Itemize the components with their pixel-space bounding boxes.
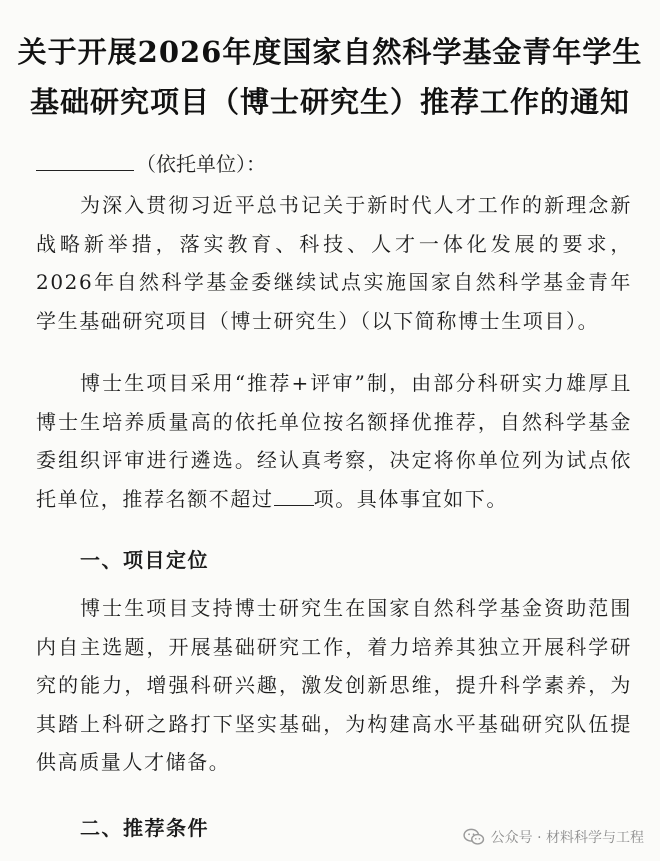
document-title-line-1: 关于开展2026年度国家自然科学基金青年学生 bbox=[17, 35, 643, 69]
paragraph-recommendation bbox=[36, 364, 632, 518]
addressee-text: （依托单位）： bbox=[136, 152, 266, 176]
addressee-blank bbox=[36, 150, 134, 171]
section-heading-positioning: 一、项目定位 bbox=[80, 548, 209, 572]
addressee-line bbox=[36, 148, 266, 177]
paragraph-recommendation-tail: 项。具体事宜如下。 bbox=[313, 486, 509, 511]
watermark-text: 公众号 · 材料科学与工程 bbox=[490, 830, 644, 846]
paragraph-intro: 为深入贯彻习近平总书记关于新时代人才工作的新理念新战略新举措，落实教育、科技、人才一体化发展的要求，2026年自然科学基金委继续试点实施国家自然科学基金青年学生基础研究项目（博士研究生）（以下简称博士生项目）。 bbox=[36, 193, 632, 333]
wechat-icon bbox=[463, 828, 485, 846]
paragraph-recommendation-text: 博士生项目采用“推荐+评审”制，由部分科研实力雄厚且博士生培养质量高的依托单位按名额择优推荐，自然科学基金委组织评审进行遴选。经认真考察，决定将你单位列为试点依托单位，推荐名额不超过 bbox=[36, 371, 632, 511]
document-title-line-2: 基础研究项目（博士研究生）推荐工作的通知 bbox=[29, 85, 630, 119]
quota-blank bbox=[274, 487, 314, 506]
section-heading-conditions: 二、推荐条件 bbox=[80, 816, 209, 840]
paragraph-positioning: 博士生项目支持博士研究生在国家自然科学基金资助范围内自主选题，开展基础研究工作，着力培养其独立开展科学研究的能力，增强科研兴趣，激发创新思维，提升科学素养，为其踏上科研之路打下坚实基础，为构建高水平基础研究队伍提供高质量人才储备。 bbox=[36, 596, 632, 775]
account-watermark bbox=[463, 827, 644, 847]
